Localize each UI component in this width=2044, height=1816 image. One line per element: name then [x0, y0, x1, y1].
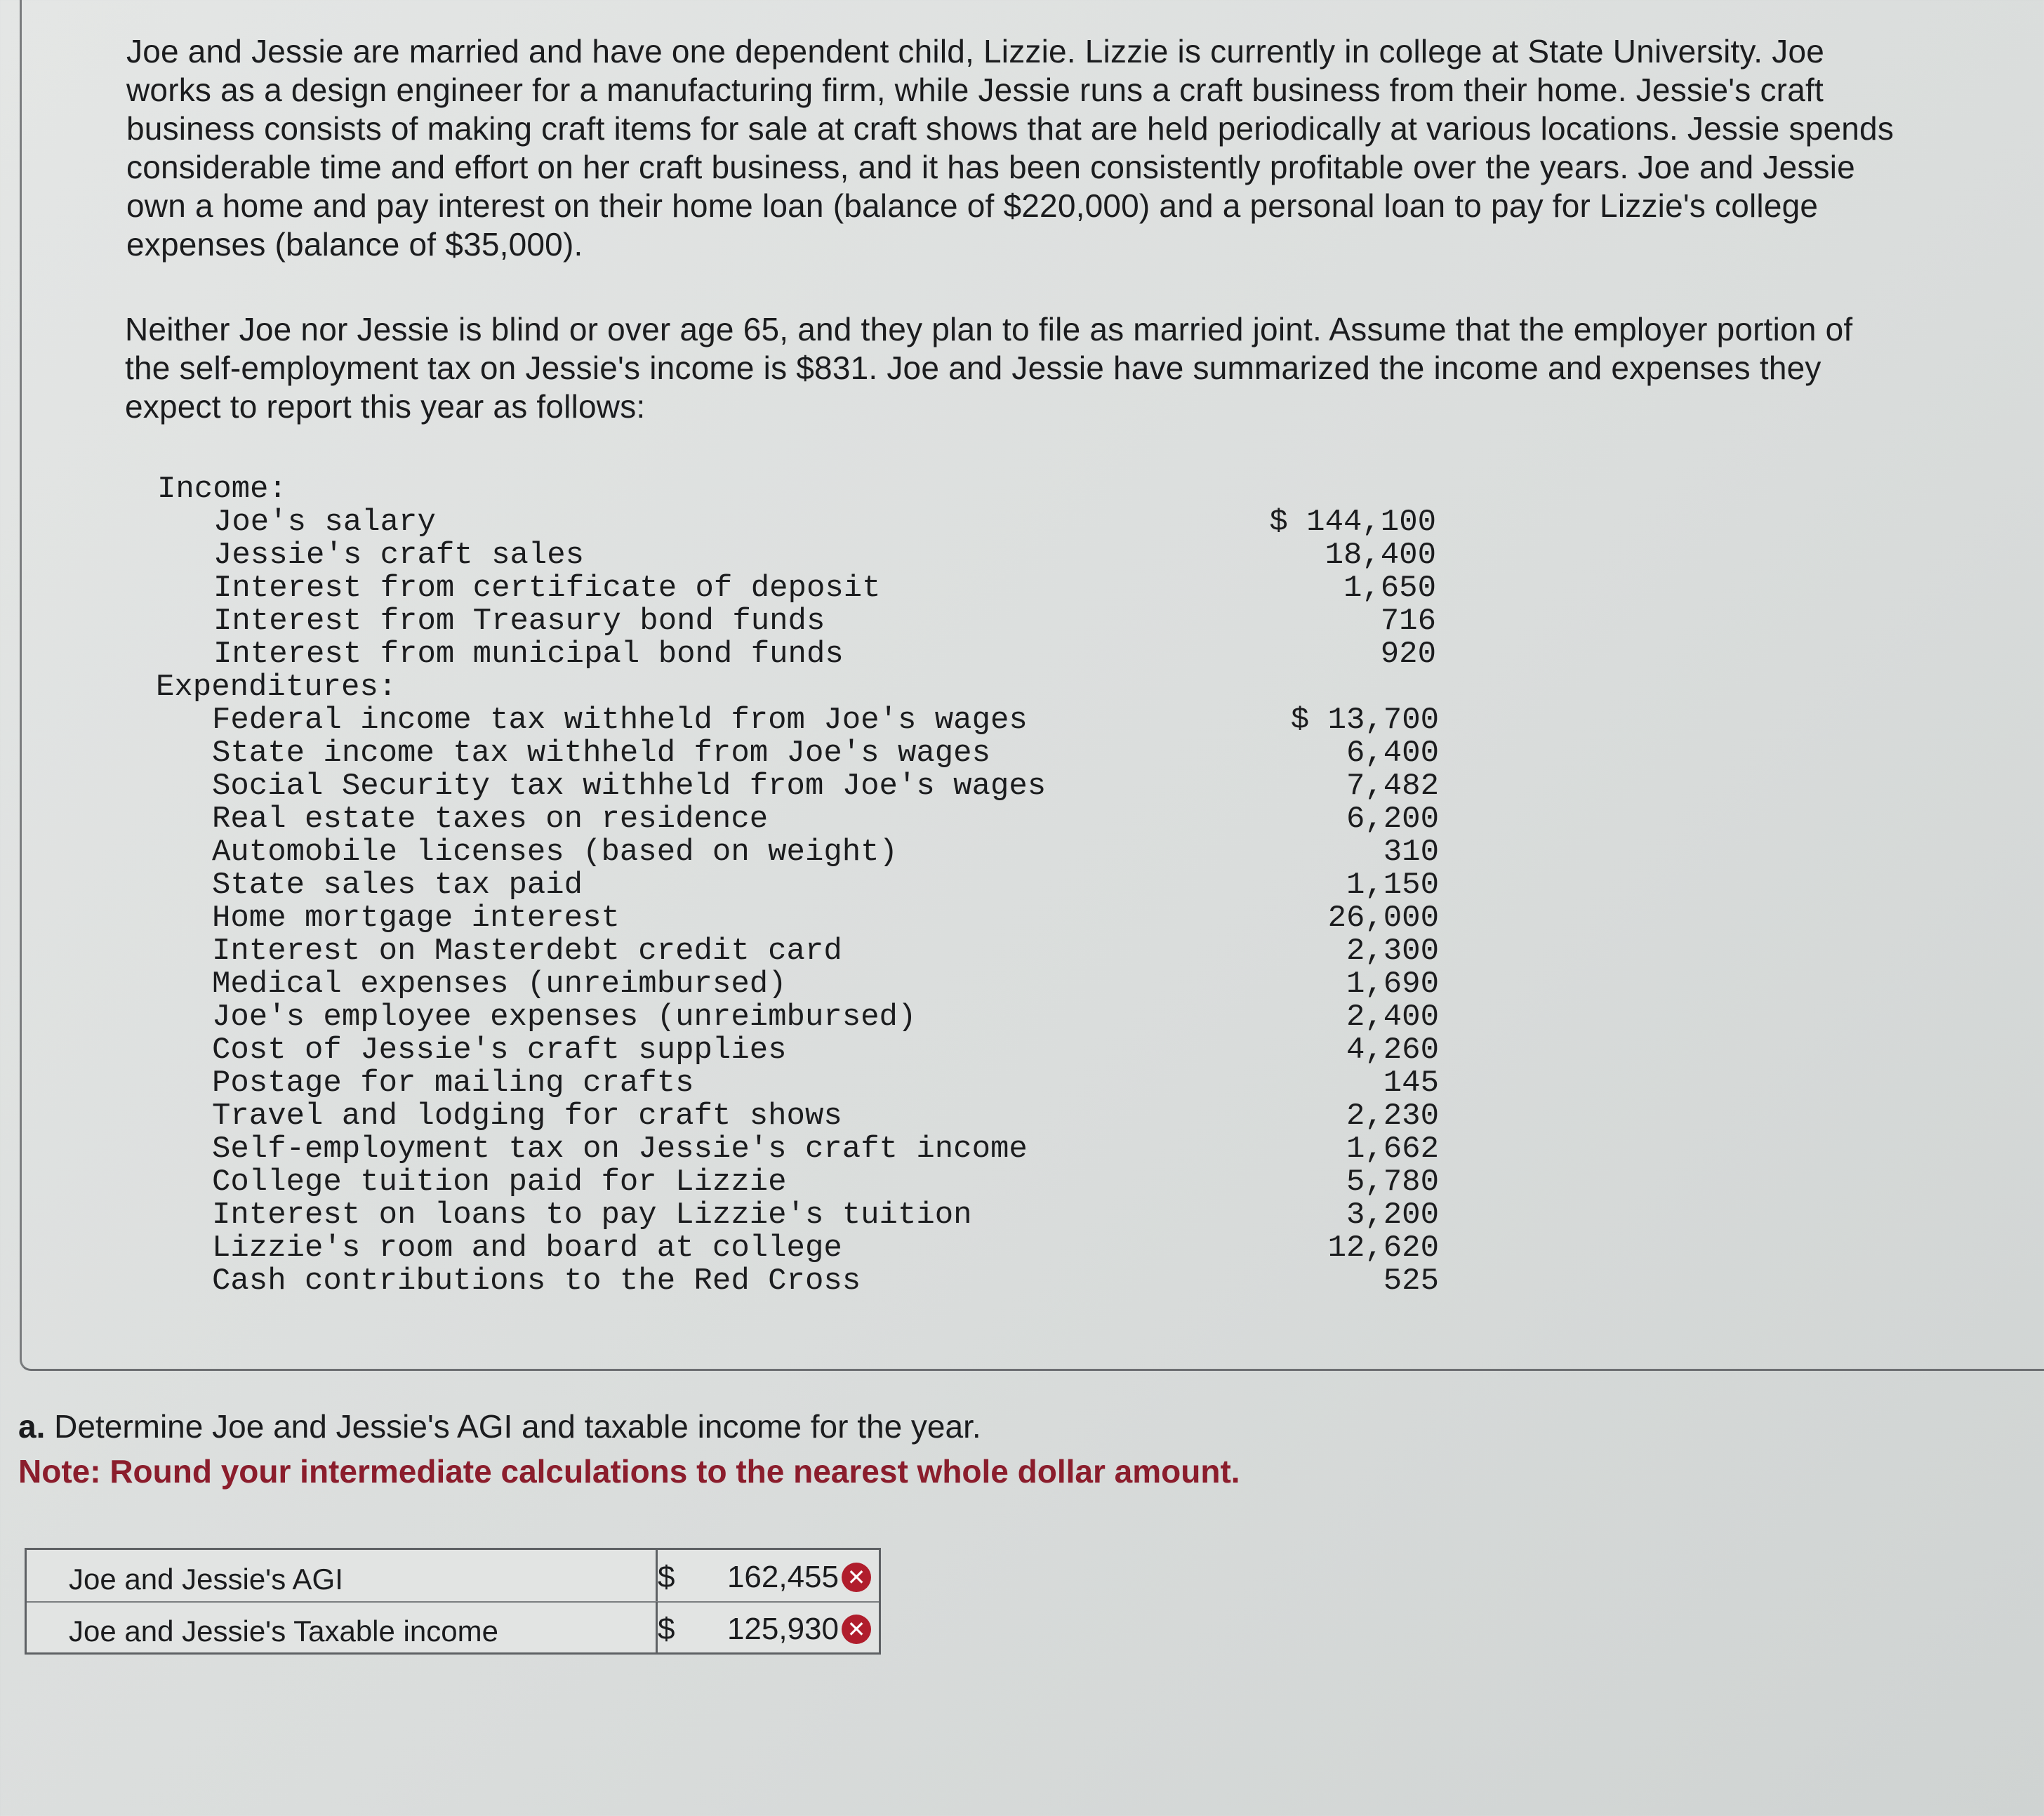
income-amount: $ 144,100: [1269, 505, 1436, 540]
currency-symbol: $: [658, 1560, 675, 1594]
expense-amount: 12,620: [1327, 1231, 1439, 1266]
question-label: a.: [18, 1408, 46, 1445]
expense-amount: 310: [1383, 835, 1439, 870]
rounding-note: Note: Round your intermediate calculations to the nearest whole dollar amount.: [18, 1453, 1240, 1490]
intro-line: considerable time and effort on her craft business, and it has been consistently profitable over the years. Joe and Jessie: [126, 149, 1855, 185]
income-label: Interest from municipal bond funds: [213, 637, 844, 672]
expense-amount: 1,150: [1346, 868, 1439, 903]
expense-amount: 2,400: [1346, 1000, 1439, 1035]
expense-label: Travel and lodging for craft shows: [212, 1099, 842, 1134]
expense-label: Interest on loans to pay Lizzie's tuition: [212, 1198, 972, 1233]
taxable-income-value[interactable]: 125,930: [726, 1612, 839, 1646]
income-label: Jessie's craft sales: [213, 538, 585, 573]
expense-amount: 3,200: [1346, 1198, 1439, 1233]
expense-amount: 5,780: [1346, 1165, 1439, 1200]
expense-label: Real estate taxes on residence: [212, 802, 769, 837]
expense-amount: 2,230: [1346, 1099, 1439, 1134]
answer-table: [25, 1548, 881, 1655]
expense-amount: 145: [1383, 1066, 1439, 1101]
intro-line: business consists of making craft items for sale at craft shows that are held periodically at various locations. Jessie spends: [126, 110, 1894, 147]
answer-row-agi: [27, 1550, 879, 1603]
expense-amount: 6,200: [1346, 802, 1439, 837]
intro-line: Neither Joe nor Jessie is blind or over age 65, and they plan to file as married joint. Assume that the employer portion of: [125, 311, 1853, 347]
expense-label: Home mortgage interest: [212, 901, 620, 936]
incorrect-icon: ✕: [842, 1615, 871, 1644]
agi-input[interactable]: [656, 1550, 882, 1601]
intro-line: expect to report this year as follows:: [125, 388, 646, 425]
answer-label: Joe and Jessie's Taxable income: [69, 1615, 498, 1648]
income-label: Interest from Treasury bond funds: [213, 604, 825, 639]
expense-amount: $ 13,700: [1290, 703, 1439, 738]
expense-amount: 26,000: [1327, 901, 1439, 936]
expense-amount: 1,690: [1346, 967, 1439, 1002]
expense-amount: 2,300: [1346, 934, 1439, 969]
expense-amount: 1,662: [1346, 1132, 1439, 1167]
expense-amount: 525: [1383, 1264, 1439, 1299]
expense-label: Automobile licenses (based on weight): [212, 835, 898, 870]
expense-amount: 7,482: [1346, 769, 1439, 804]
expense-label: Cash contributions to the Red Cross: [212, 1264, 861, 1299]
income-label: Interest from certificate of deposit: [213, 571, 881, 606]
expense-label: State income tax withheld from Joe's wages: [212, 736, 990, 771]
expense-label: College tuition paid for Lizzie: [212, 1165, 787, 1200]
intro-paragraph-1: [126, 32, 1986, 264]
intro-line: works as a design engineer for a manufacturing firm, while Jessie runs a craft business from their home. Jessie's craft: [126, 72, 1824, 108]
expense-amount: 4,260: [1346, 1033, 1439, 1068]
income-amount: 18,400: [1325, 538, 1436, 573]
currency-symbol: $: [658, 1612, 675, 1646]
expense-label: Self-employment tax on Jessie's craft income: [212, 1132, 1028, 1167]
income-amount: 1,650: [1343, 571, 1436, 606]
answer-label: Joe and Jessie's AGI: [69, 1563, 343, 1596]
intro-line: own a home and pay interest on their home loan (balance of $220,000) and a personal loan to pay for Lizzie's college: [126, 187, 1819, 224]
income-label: Joe's salary: [213, 505, 436, 540]
expense-label: Postage for mailing crafts: [212, 1066, 694, 1101]
question-text: Determine Joe and Jessie's AGI and taxable income for the year.: [54, 1408, 981, 1445]
expense-label: Joe's employee expenses (unreimbursed): [212, 1000, 917, 1035]
taxable-income-input[interactable]: [656, 1602, 882, 1653]
expense-label: Federal income tax withheld from Joe's wages: [212, 703, 1028, 738]
intro-line: the self-employment tax on Jessie's income is $831. Joe and Jessie have summarized the income and expenses they: [125, 350, 1821, 386]
income-amount: 716: [1380, 604, 1436, 639]
expenditures-header: Expenditures:: [156, 670, 397, 705]
intro-line: expenses (balance of $35,000).: [126, 226, 583, 263]
expense-amount: 6,400: [1346, 736, 1439, 771]
intro-paragraph-2: [125, 310, 1985, 426]
agi-value[interactable]: 162,455: [726, 1560, 839, 1594]
income-amount: 920: [1380, 637, 1436, 672]
expense-label: Medical expenses (unreimbursed): [212, 967, 787, 1002]
question-a: [18, 1405, 981, 1447]
income-header: Income:: [157, 472, 287, 507]
expense-label: Social Security tax withheld from Joe's wages: [212, 769, 1047, 804]
expense-label: State sales tax paid: [212, 868, 583, 903]
expense-label: Interest on Masterdebt credit card: [212, 934, 842, 969]
expense-label: Cost of Jessie's craft supplies: [212, 1033, 787, 1068]
incorrect-icon: ✕: [842, 1563, 871, 1592]
answer-row-taxable-income: [27, 1602, 879, 1653]
intro-line: Joe and Jessie are married and have one dependent child, Lizzie. Lizzie is currently in college at State University. Joe: [126, 33, 1825, 69]
expense-label: Lizzie's room and board at college: [212, 1231, 842, 1266]
